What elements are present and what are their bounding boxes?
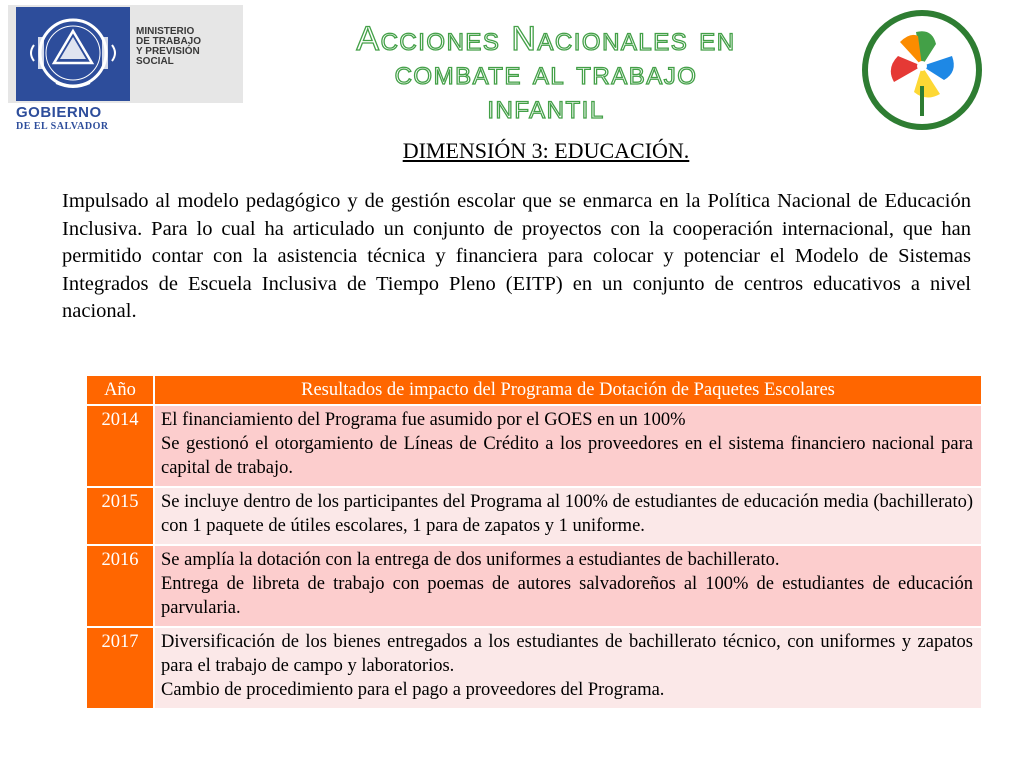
row-year: 2014 — [86, 405, 154, 487]
row-description — [154, 627, 982, 709]
row-year: 2016 — [86, 545, 154, 627]
table-row — [86, 487, 982, 545]
table-row — [86, 405, 982, 487]
description-line: Cambio de procedimiento para el pago a proveedores del Programa. — [161, 680, 665, 700]
table-header-row — [86, 375, 982, 405]
row-description — [154, 405, 982, 487]
description-line: Entrega de libreta de trabajo con poemas de autores salvadoreños al 100% de estudiantes de educación parvularia. — [161, 574, 973, 618]
page-title — [270, 22, 822, 124]
row-description — [154, 487, 982, 545]
results-table — [86, 375, 982, 709]
description-line: Se amplía la dotación con la entrega de dos uniformes a estudiantes de bachillerato. — [161, 550, 780, 570]
description-line: Se gestionó el otorgamiento de Líneas de Crédito a los proveedores en el sistema financiero nacional para capital de trabajo. — [161, 434, 973, 478]
pinwheel-logo-icon — [860, 8, 984, 132]
description-line: Se incluye dentro de los participantes del Programa al 100% de estudiantes de educación media (bachillerato) con 1 paquete de útiles escolares, 1 para de zapatos y 1 uniforme. — [161, 492, 973, 536]
title-line: combate al trabajo — [394, 54, 698, 92]
row-year: 2015 — [86, 487, 154, 545]
ministry-line: Y PREVISIÓN — [136, 46, 200, 57]
section-subtitle: DIMENSIÓN 3: EDUCACIÓN. — [402, 138, 690, 163]
ministry-line: DE TRABAJO — [136, 36, 202, 47]
government-sublabel: DE EL SALVADOR — [16, 121, 109, 132]
coat-of-arms-icon — [26, 15, 120, 93]
table-row — [86, 627, 982, 709]
government-label: GOBIERNO — [16, 104, 102, 121]
ministry-line: SOCIAL — [136, 56, 174, 67]
description-line: El financiamiento del Programa fue asumido por el GOES en un 100% — [161, 410, 686, 430]
row-year: 2017 — [86, 627, 154, 709]
intro-paragraph: Impulsado al modelo pedagógico y de gestión escolar que se enmarca en la Política Nacional de Educación Inclusiva. Para lo cual ha articulado un conjunto de proyectos con la cooperación internacional, que han permitido contar con la asistencia técnica y financiera para colocar y potenciar el Modelo de Sistemas Integrados de Escuela Inclusiva de Tiempo Pleno (EITP) en un conjunto de centros educativos a nivel nacional. — [62, 190, 971, 322]
title-line: Acciones Nacionales en — [356, 20, 736, 58]
ministry-name — [136, 27, 241, 67]
header-results: Resultados de impacto del Programa de Dotación de Paquetes Escolares — [154, 375, 982, 405]
title-line: infantil — [487, 88, 605, 126]
row-description — [154, 545, 982, 627]
ministry-logo — [8, 5, 243, 133]
ministry-line: MINISTERIO — [136, 26, 195, 37]
table-row — [86, 545, 982, 627]
header-year: Año — [86, 375, 154, 405]
description-line: Diversificación de los bienes entregados a los estudiantes de bachillerato técnico, con uniformes y zapatos para el trabajo de campo y laboratorios. — [161, 632, 973, 676]
